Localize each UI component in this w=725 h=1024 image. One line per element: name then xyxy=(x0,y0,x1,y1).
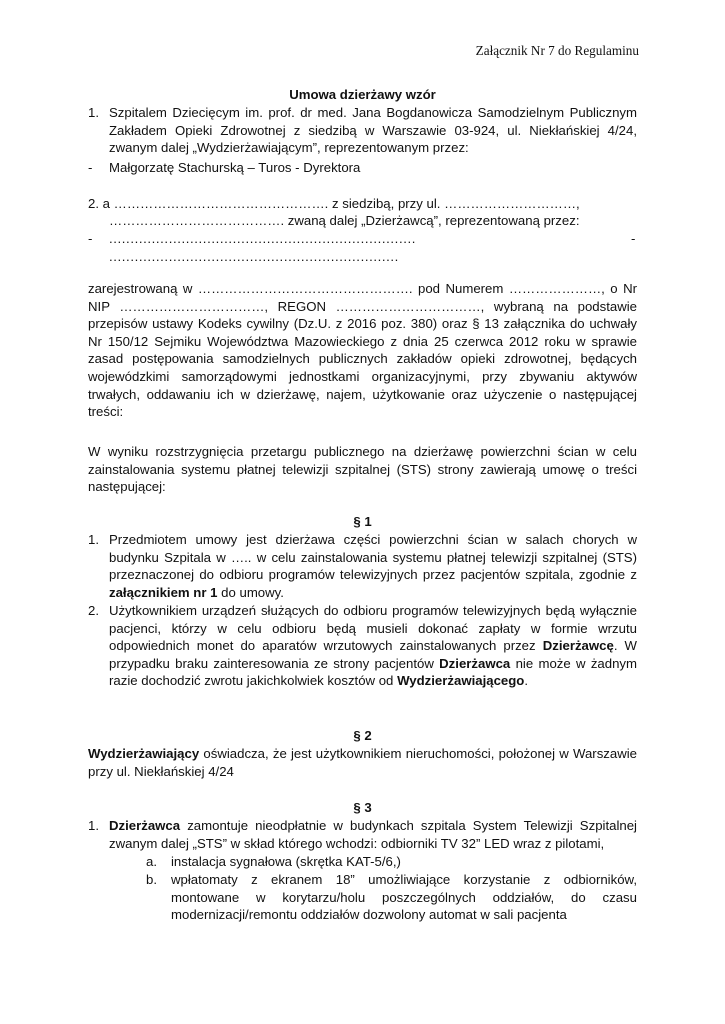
section3-item-b-text: wpłatomaty z ekranem 18” umożliwiające korzystanie z odbiorników, montowane w korytarzu/holu poszczególnych oddziałów, do czasu modernizacji/remontu oddziałów dozwolony automat w sali pacjenta xyxy=(171,872,637,923)
registration-paragraph: zarejestrowaną w …………………………………………. pod Numerem …………………, o Nr NIP ……………………………, REGON ……………………………, wybraną na podstawie przepisów ustawy Kodeks cywilny (Dz.U. z 2016 poz. 380) oraz § 13 załącznika do uchwały Nr 150/12 Sejmiku Województwa Mazowieckiego z dnia 25 czerwca 2012 roku w sprawie zasad postępowania samodzielnych publicznych zakładów opieki zdrowotnej, będących wojewódzkimi samorządowymi jednostkami organizacyjnymi, przy zbywaniu aktywów trwałych, oddawaniu ich w dzierżawę, najem, użytkowanie oraz użyczenie o następującej treści: xyxy=(88,281,637,420)
party1-number: 1. xyxy=(88,105,99,120)
party1-clause xyxy=(88,104,637,157)
s1-p2-bold-b: Dzierżawcę xyxy=(542,638,614,654)
s1-p2-bold-d: Dzierżawca xyxy=(439,655,511,671)
section1-point2 xyxy=(88,602,637,690)
section3-point1-text xyxy=(109,817,637,852)
s3-p1-text-b: zamontuje nieodpłatnie w budynkach szpitala System Telewizji Szpitalnej zwanym dalej „STS” w skład którego wchodzi: odbiorniki TV 32” LED wraz z pilotami, xyxy=(109,818,637,851)
s1-p1-text-a: Przedmiotem umowy jest dzierżawa części powierzchni ścian w salach chorych w budynku Szpitala w ….. w celu zainstalowania systemu płatnej telewizji szpitalnej (STS) przeznaczonej do odbioru programów telewizyjnych przez pacjentów szpitala, zgodnie z xyxy=(109,532,637,583)
intro-paragraph: W wyniku rozstrzygnięcia przetargu publicznego na dzierżawę powierzchni ścian w celu zainstalowania systemu płatnej telewizji szpitalnej (STS) strony zawierają umowę o treści następującej: xyxy=(88,444,637,495)
party2-rep-line2: .................................................................... xyxy=(109,249,399,264)
s1-p2-text-a: Użytkownikiem urządzeń służących do odbioru programów telewizyjnych będą wyłącznie pacjenci, którzy w celu odbioru będą musieli dokonać zapłaty w formie wrzutu odpowiednich monet do aparatów wrzutowych zainstalowanych przez xyxy=(109,603,637,654)
section1-point1-number: 1. xyxy=(88,532,99,547)
party1-text: Szpitalem Dziecięcym im. prof. dr med. Jana Bogdanowicza Samodzielnym Publicznym Zakładem Opieki Zdrowotnej z siedzibą w Warszawie 03-924, ul. Niekłańskiej 4/24, zwanym dalej „Wydzierżawiającym”, reprezentowanym przez: xyxy=(109,105,637,156)
party2-line1: 2. a …………………………………………. z siedzibą, przy ul. …………………………, xyxy=(88,196,580,211)
section3-point1-number: 1. xyxy=(88,818,99,833)
section3-point1 xyxy=(88,817,637,852)
party2-rep-dash: - xyxy=(88,231,93,246)
s2-text-b: oświadcza, że jest użytkownikiem nieruchomości, położonej w Warszawie przy ul. Niekłańskiej 4/24 xyxy=(88,746,637,779)
section3-heading: § 3 xyxy=(353,800,372,815)
s1-p2-bold-f: Wydzierżawiającego xyxy=(397,673,525,689)
section3-item-a-text: instalacja sygnałowa (skrętka KAT-5/6,) xyxy=(171,854,401,869)
s1-p2-text-c: . W przypadku braku zainteresowania ze strony pacjentów xyxy=(109,638,638,671)
section1-point1 xyxy=(88,531,637,601)
party1-rep-dash: - xyxy=(88,160,93,175)
party2-line2: …………………………………. zwaną dalej „Dzierżawcą”, reprezentowaną przez: xyxy=(109,213,580,228)
party2-rep-line1: ........................................................................ xyxy=(109,231,417,246)
s1-p1-attachment-ref: załącznikiem nr 1 xyxy=(109,584,218,600)
section1-point2-number: 2. xyxy=(88,603,99,618)
document-title: Umowa dzierżawy wzór xyxy=(289,87,436,102)
section3-item-a-label: a. xyxy=(146,854,157,869)
section3-item-b xyxy=(146,871,637,924)
section3-item-b-label: b. xyxy=(146,872,157,887)
section1-point2-text xyxy=(109,602,637,690)
section2-heading: § 2 xyxy=(353,728,372,743)
s1-p2-text-e: nie może w żadnym razie dochodzić zwrotu jakichkolwiek kosztów od xyxy=(109,655,638,689)
s2-bold-a: Wydzierżawiający xyxy=(88,746,200,761)
s3-p1-bold-a: Dzierżawca xyxy=(109,818,181,833)
party2-rep-dash-right: - xyxy=(631,231,636,246)
annex-label: Załącznik Nr 7 do Regulaminu xyxy=(475,43,639,58)
section2-text xyxy=(88,745,637,780)
section1-heading: § 1 xyxy=(353,514,372,529)
section3-item-a xyxy=(146,853,637,871)
s1-p1-text-c: do umowy. xyxy=(217,584,284,600)
section1-point1-text xyxy=(109,531,637,601)
party1-rep-name: Małgorzatę Stachurską – Turos - Dyrektora xyxy=(109,160,361,175)
s1-p2-text-g: . xyxy=(524,673,529,689)
